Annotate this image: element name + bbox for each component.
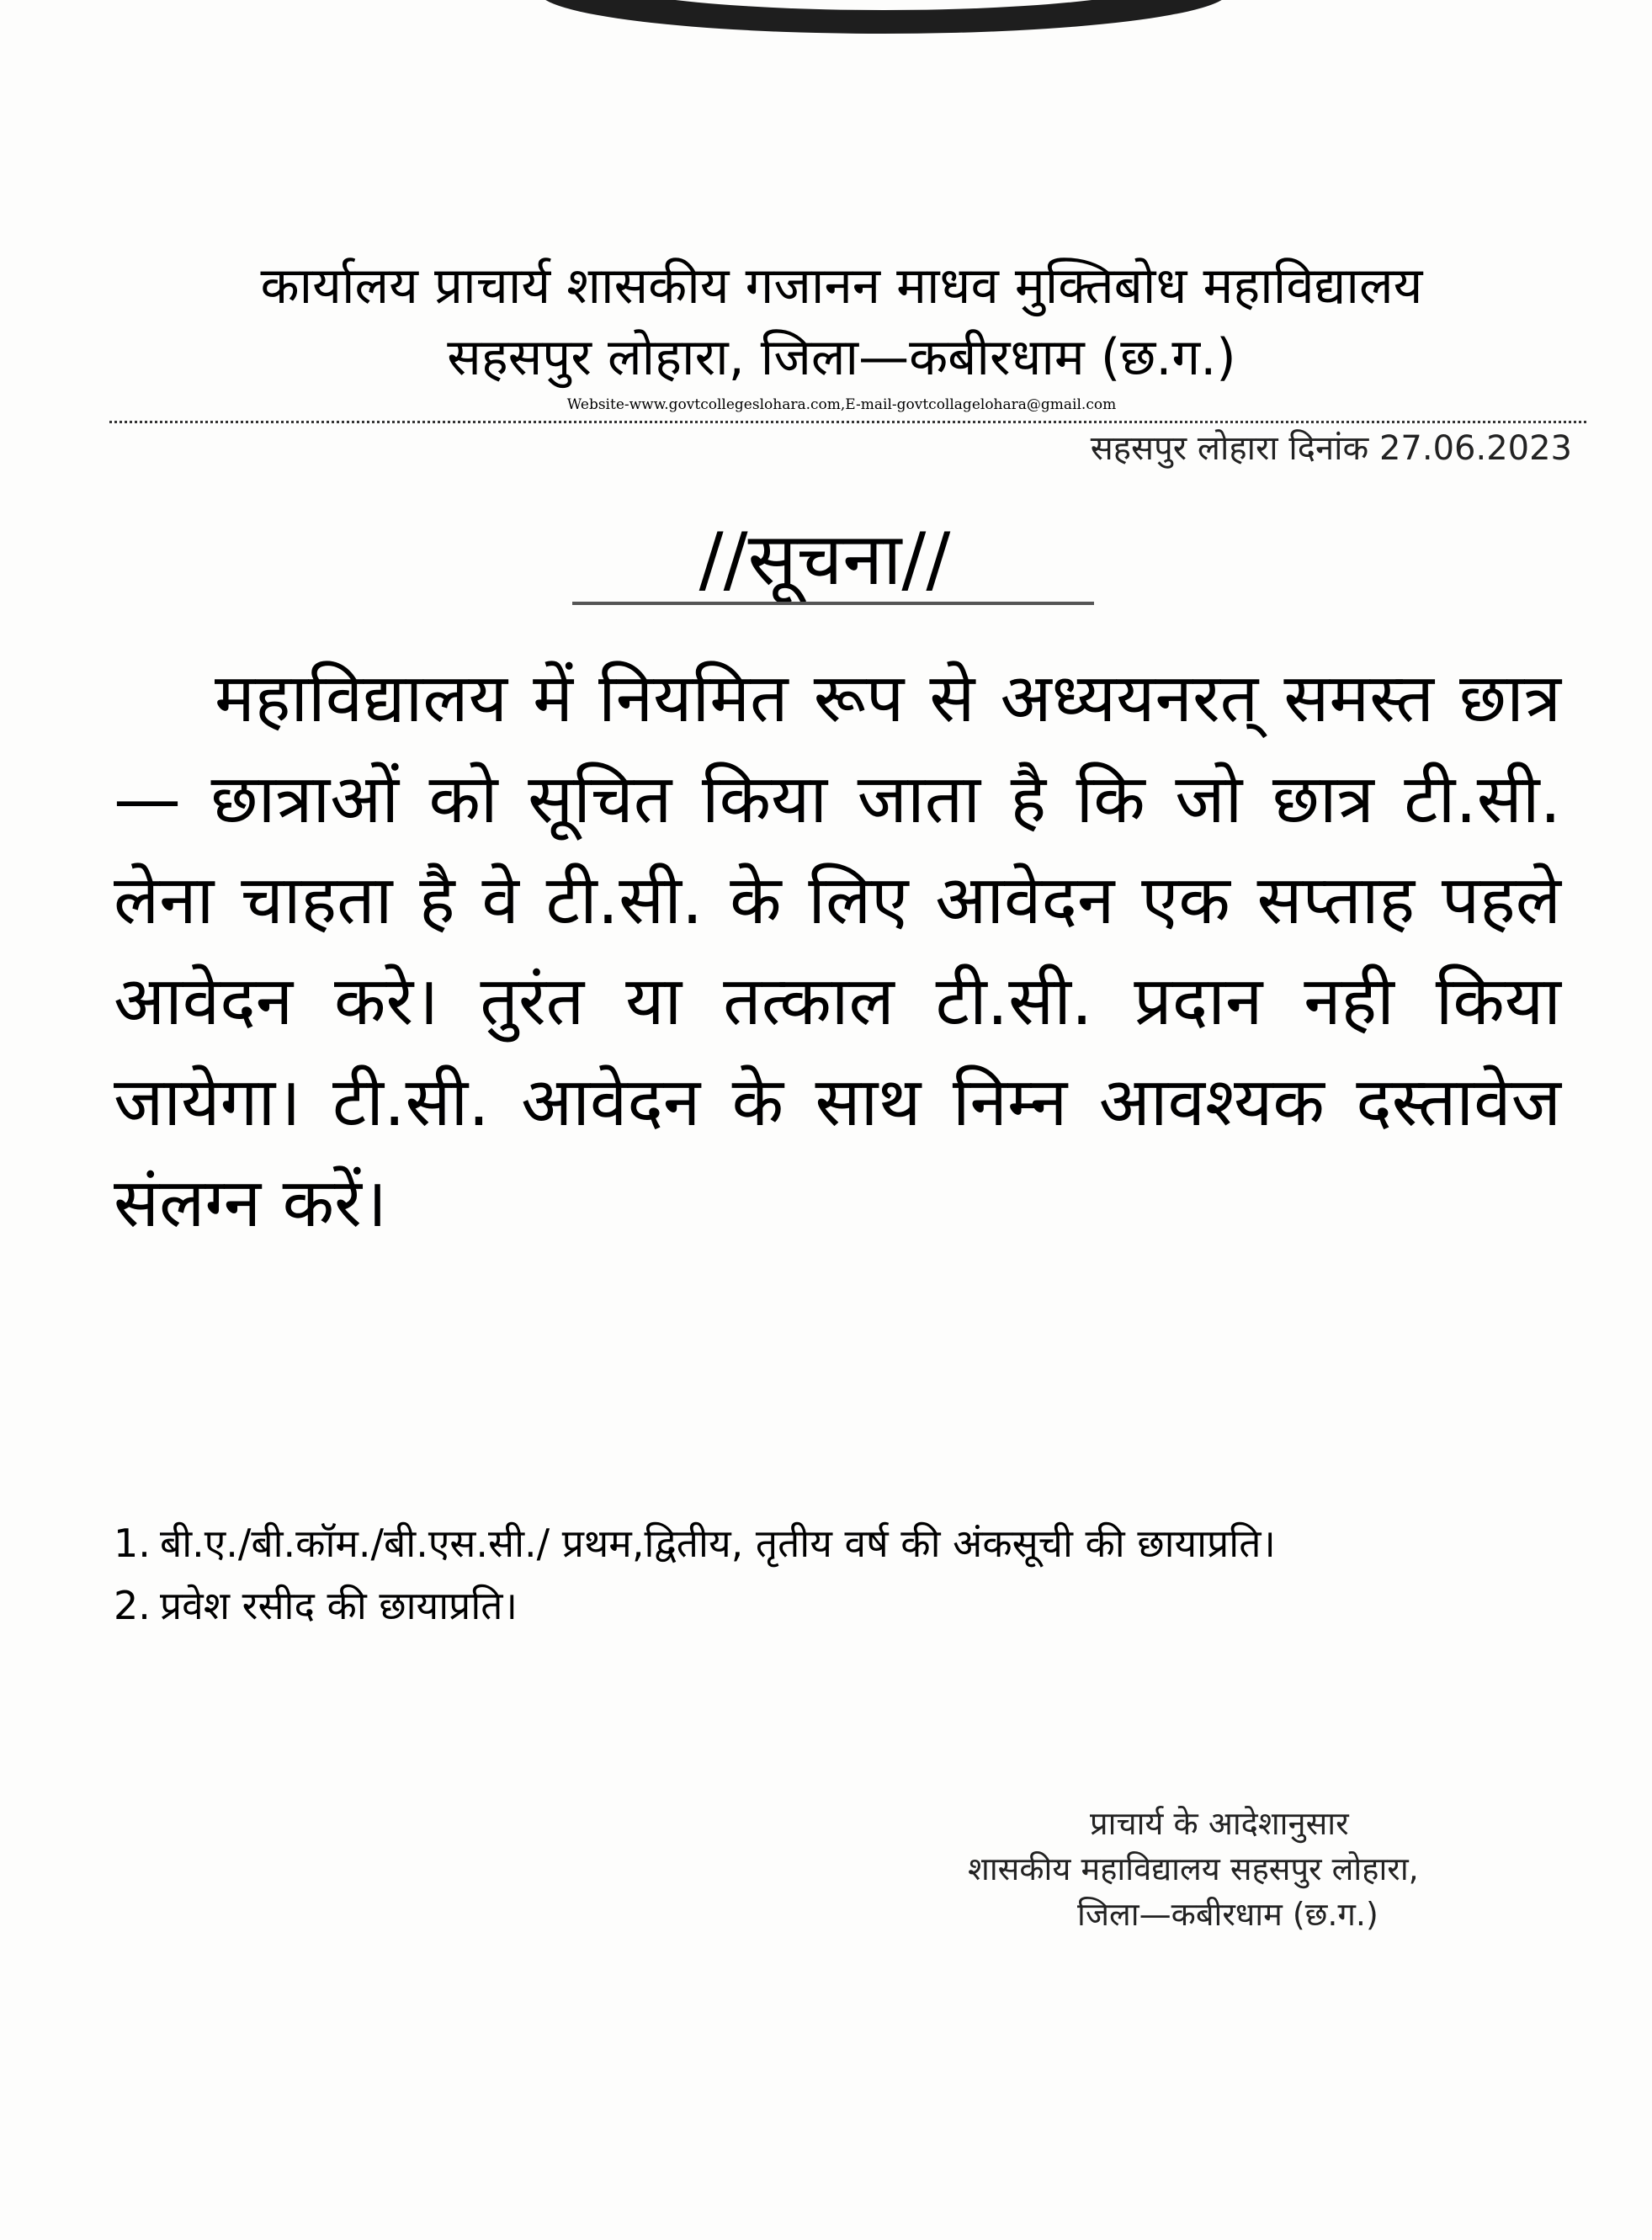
office-heading: कार्यालय प्राचार्य शासकीय गजानन माधव मुक्तिबोध महाविद्यालय <box>260 257 1423 316</box>
list-item-text: बी.ए./बी.कॉम./बी.एस.सी./ प्रथम,द्वितीय, तृतीय वर्ष की अंकसूची की छायाप्रति। <box>160 1521 1276 1566</box>
title-underline <box>572 602 1094 605</box>
notice-title: //सूचना// <box>699 518 951 602</box>
issue-date: सहसपुर लोहारा दिनांक 27.06.2023 <box>1090 429 1572 468</box>
notice-body: महाविद्यालय में नियमित रूप से अध्ययनरत् समस्त छात्र— छात्राओं को सूचित किया जाता है कि जो छात्र टी.सी. लेना चाहता है वे टी.सी. के लिए आवेदन एक सप्ताह पहले आवेदन करे। तुरंत या तत्काल टी.सी. प्रदान नही किया जायेगा। टी.सी. आवेदन के साथ निम्न आवश्यक दस्तावेज संलग्न करें। <box>114 659 1561 1242</box>
list-item <box>114 1515 1561 1572</box>
signature-line-order: प्राचार्य के आदेशानुसार <box>1090 1805 1349 1842</box>
office-address: सहसपुर लोहारा, जिला—कबीरधाम (छ.ग.) <box>447 328 1236 387</box>
list-item-number: 1. <box>114 1521 151 1566</box>
header-divider <box>109 421 1586 423</box>
list-item-text: प्रवेश रसीद की छायाप्रति। <box>160 1583 518 1628</box>
signature-line-district: जिला—कबीरधाम (छ.ग.) <box>1077 1896 1378 1933</box>
contact-info: Website-www.govtcollegeslohara.com,E-mail-govtcollagelohara@gmail.com <box>566 396 1117 413</box>
signature-block <box>892 1801 1599 1937</box>
required-documents-list <box>114 1515 1561 1639</box>
list-item-number: 2. <box>114 1583 151 1628</box>
list-item <box>114 1577 1561 1634</box>
signature-line-institution: शासकीय महाविद्यालय सहसपुर लोहारा, <box>968 1850 1419 1887</box>
